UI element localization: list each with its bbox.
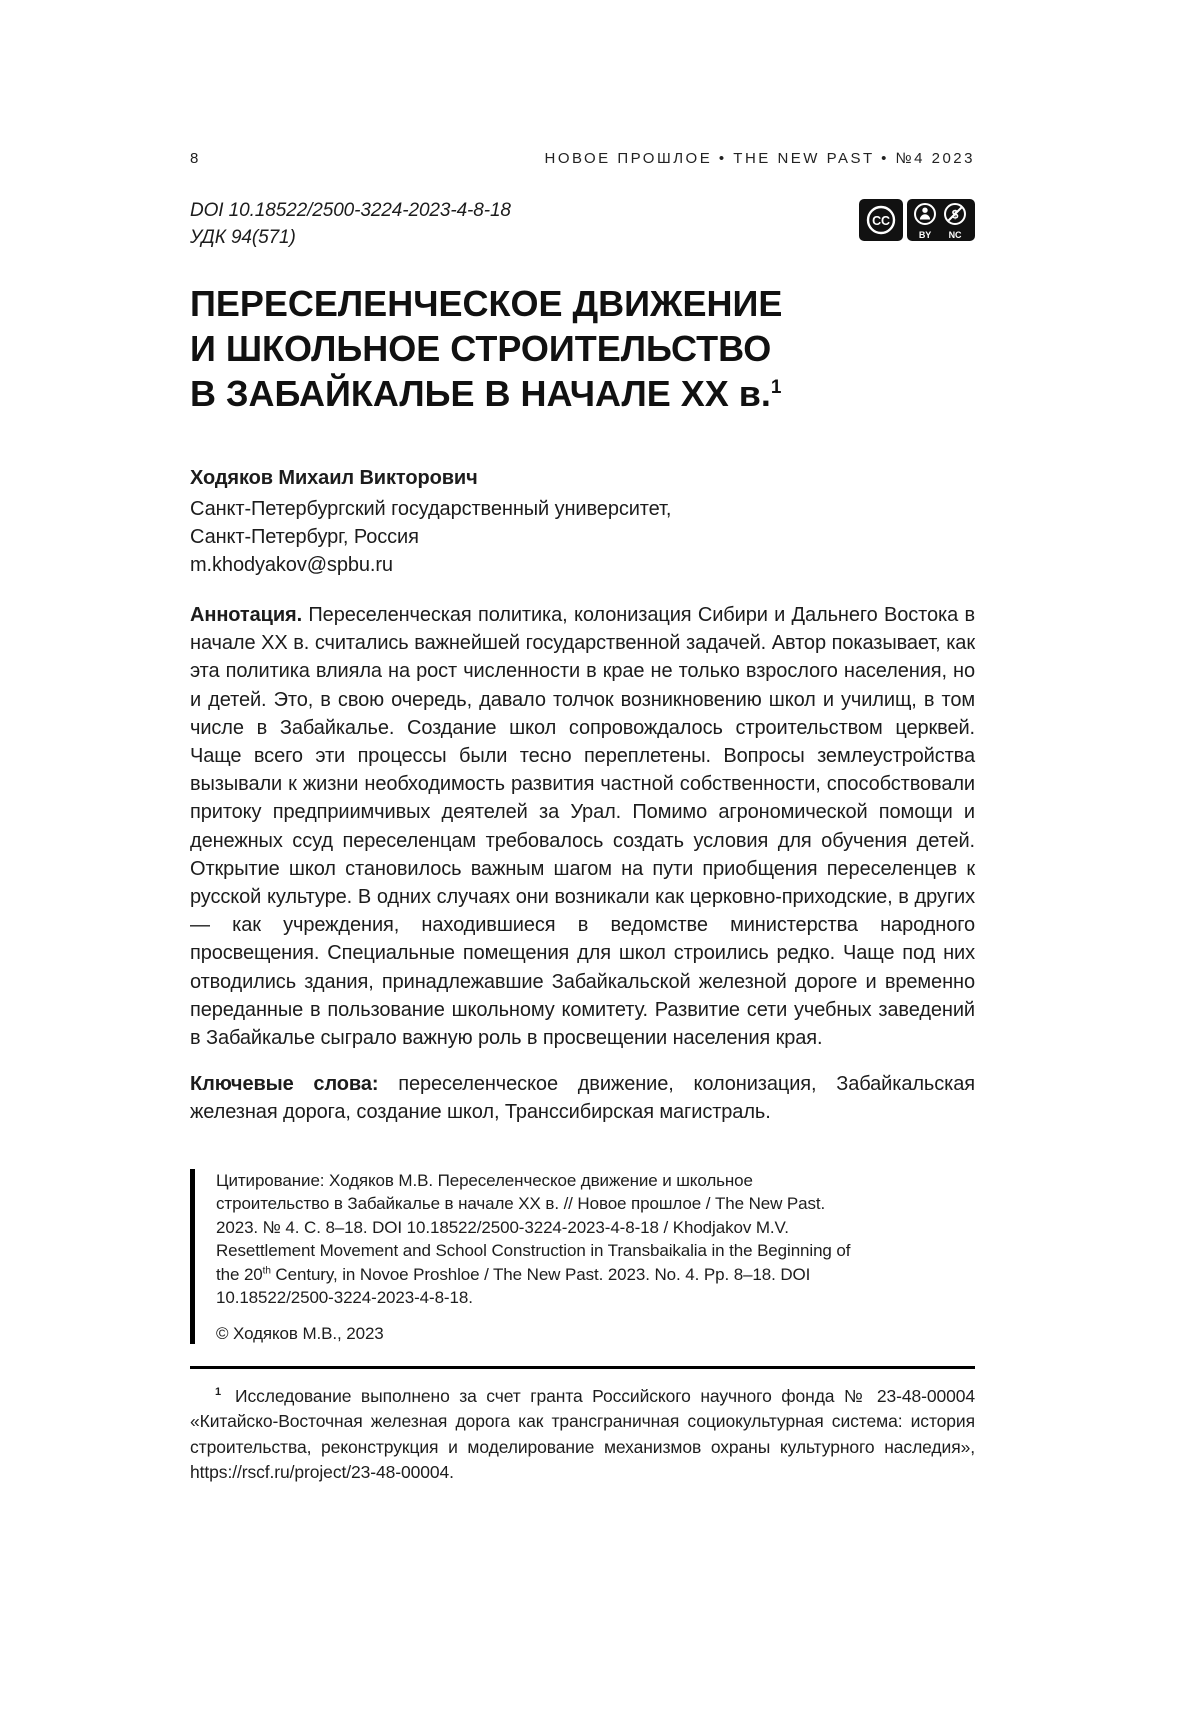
nc-symbol: $ [951,207,959,222]
citation-part-2: Century, in Novoe Proshloe / The New Past. 2023. No. 4. Pp. 8–18. DOI 10.18522/2500-3224-2023-4-8-18. [216,1264,811,1308]
citation-text [216,1169,855,1310]
abstract-paragraph [190,601,975,1052]
title-line-3 [190,371,975,416]
cc-icon-label: CC [872,214,890,228]
author-affiliation-1: Санкт-Петербургский государственный университет, [190,498,672,520]
footnote-text: Исследование выполнено за счет гранта Российского научного фонда № 23-48-00004 «Китайско-Восточная железная дорога как трансграничная социокультурная система: история строительства, реконструкция и моделирование механизмов охраны культурного наследия», https://rscf.ru/project/23-48-00004. [190,1385,975,1483]
copyright-line: © Ходяков М.В., 2023 [216,1323,384,1343]
nc-label: NC [948,230,962,240]
cc-badge-graphic [859,199,975,241]
title-line-1: ПЕРЕСЕЛЕНЧЕСКОЕ ДВИЖЕНИЕ [190,283,783,324]
udk-line: УДК 94(571) [190,227,296,248]
title-line-3-text: В ЗАБАЙКАЛЬЕ В НАЧАЛЕ XX в. [190,373,771,414]
keywords-paragraph [190,1070,975,1126]
by-label: BY [918,230,932,240]
journal-header: НОВОЕ ПРОШЛОЕ • THE NEW PAST • №4 2023 [544,150,975,167]
footnote-divider [190,1366,975,1369]
page-number: 8 [190,150,199,167]
abstract-label: Аннотация. [190,604,303,626]
author-affiliation-2: Санкт-Петербург, Россия [190,526,419,548]
title-footnote-ref: 1 [770,377,782,398]
meta-row [190,197,975,251]
running-head [190,150,975,167]
footnote-marker: 1 [215,1385,222,1398]
author-email: m.khodyakov@spbu.ru [190,554,393,576]
article-identifiers [190,197,511,251]
citation-block [190,1169,855,1344]
doi-line: DOI 10.18522/2500-3224-2023-4-8-18 [190,200,511,221]
author-name: Ходяков Михаил Викторович [190,467,478,489]
author-block [190,464,975,579]
footnote-paragraph [190,1384,975,1486]
keywords-label: Ключевые слова: [190,1073,379,1096]
cc-by-nc-badge [859,199,975,246]
citation-ordinal-sup: th [262,1265,271,1276]
keywords-text: переселенческое движение, колонизация, Забайкальская железная дорога, создание школ, Транссибирская магистраль. [190,1073,975,1124]
abstract-text: Переселенческая политика, колонизация Сибири и Дальнего Востока в начале XX в. считались важнейшей государственной задачей. Автор показывает, как эта политика влияла на рост численности в крае не только взрослого населения, но и детей. Это, в свою очередь, давало толчок возникновению школ и училищ, в том числе в Забайкалье. Создание школ сопровождалось строительством церквей. Чаще всего эти процессы были тесно переплетены. Вопросы землеустройства вызывали к жизни необходимость развития частной собственности, способствовали притоку предприимчивых деятелей за Урал. Помимо агрономической помощи и денежных ссуд переселенцам требовалось создать условия для обучения детей. Открытие школ становилось важным шагом на пути приобщения переселенцев к русской культуре. В одних случаях они возникали как церковно-приходские, в других — как учреждения, находившиеся в ведомстве министерства народного просвещения. Специальные помещения для школ строились редко. Чаще под них отводились здания, принадлежавшие Забайкальской железной дороге и временно переданные в пользование школьному комитету. Развитие сети учебных заведений в Забайкалье сыграло важную роль в просвещении населения края. [190,604,975,1050]
article-title [190,281,975,416]
citation-part-1: Цитирование: Ходяков М.В. Переселенческое движение и школьное строительство в Забайкалье в начале XX в. // Новое прошлое / The New Past. 2023. № 4. С. 8–18. DOI 10.18522/2500-3224-2023-4-8-18 / Khodjakov M.V. Resettlement Movement and School Construction in Transbaikalia in the Beginning of the 20 [216,1170,851,1284]
title-line-2: И ШКОЛЬНОЕ СТРОИТЕЛЬСТВО [190,328,772,369]
